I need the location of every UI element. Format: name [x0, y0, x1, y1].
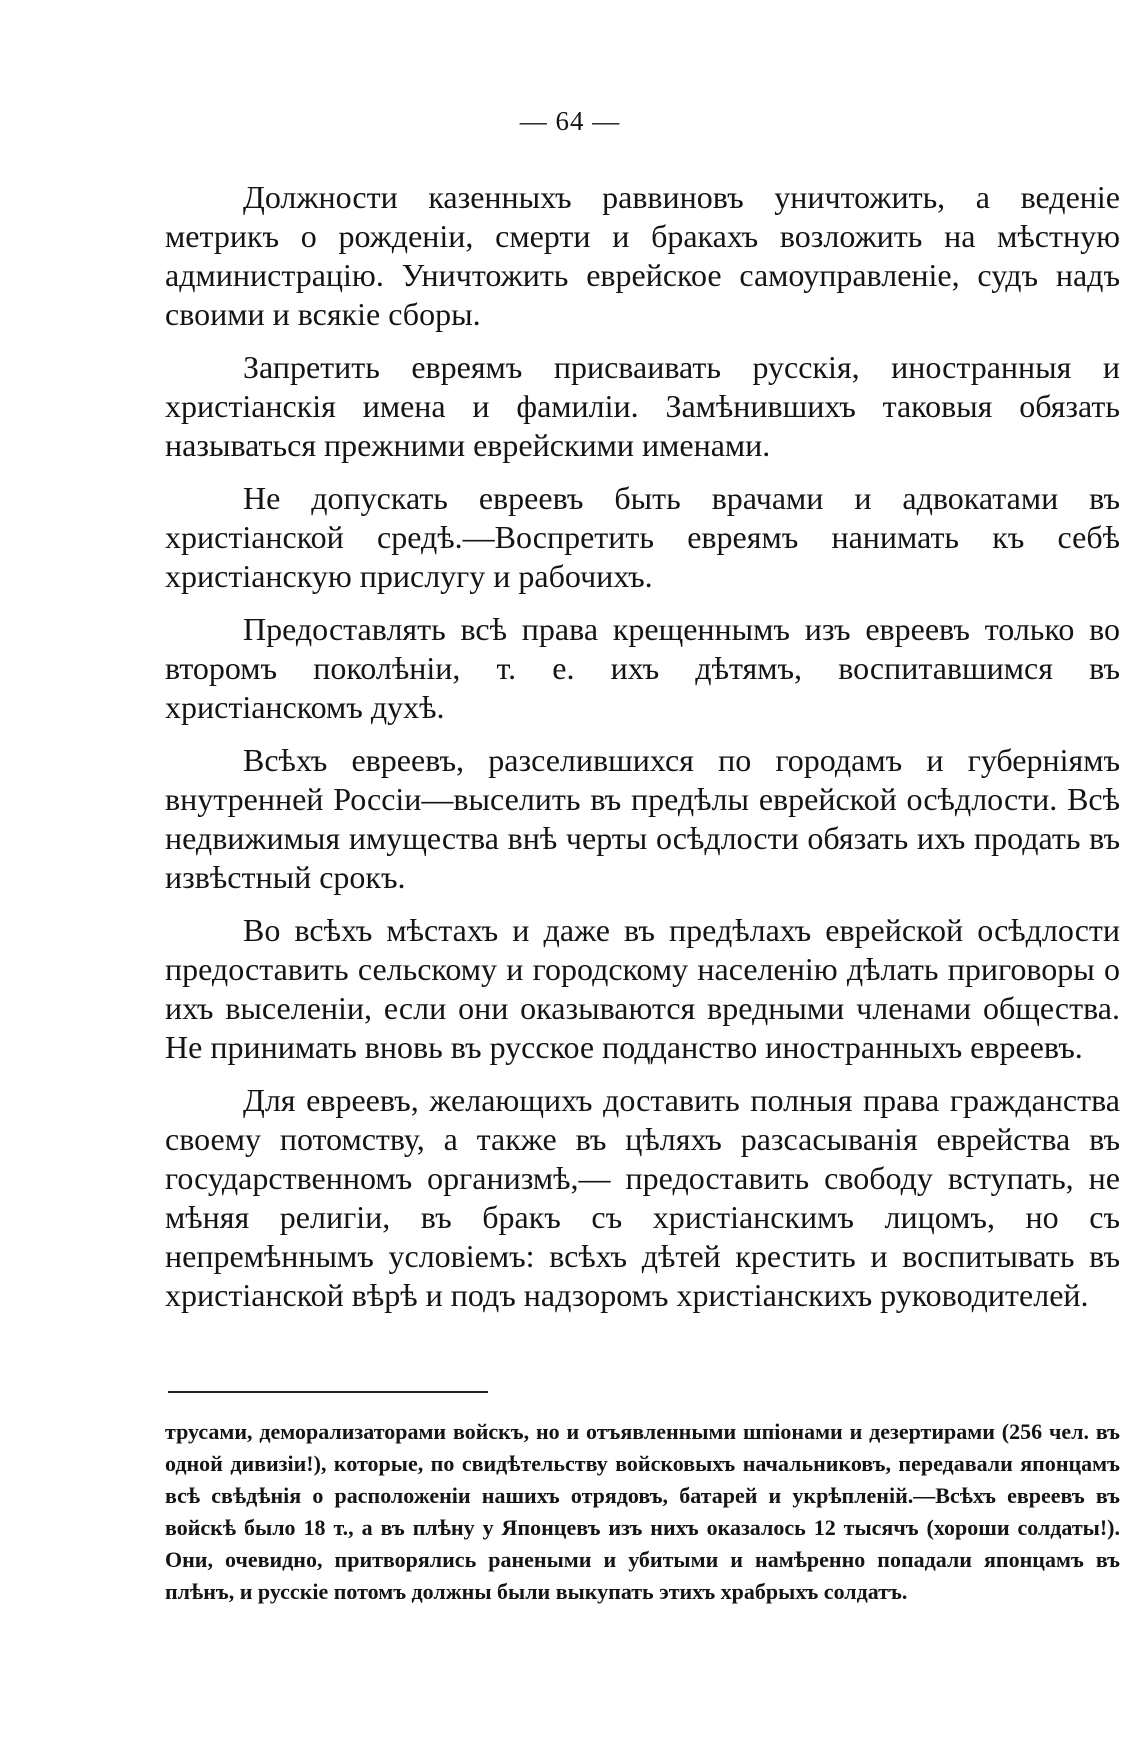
paragraph: Во всѣхъ мѣстахъ и даже въ предѣлахъ еврейской осѣдлости предоставить сельскому и городскому населенію дѣлать приговоры о ихъ выселеніи, если они оказываются вредными членами общества. Не принимать вновь въ русское подданство иностранныхъ евреевъ.	[165, 912, 1120, 1065]
paragraph: Для евреевъ, желающихъ доставить полныя права гражданства своему потомству, а также въ цѣляхъ разсасыванія еврейства въ государственномъ организмѣ,— предоставить свободу вступать, не мѣняя религіи, въ бракъ съ христіанскимъ лицомъ, но съ непремѣннымъ условіемъ: всѣхъ дѣтей крестить и воспитывать въ христіанской вѣрѣ и подъ надзоромъ христіанскихъ руководителей.	[165, 1082, 1120, 1313]
paragraph: Всѣхъ евреевъ, разселившихся по городамъ и губерніямъ внутренней Россіи—выселить въ предѣлы еврейской осѣдлости. Всѣ недвижимыя имущества внѣ черты осѣдлости обязать ихъ продать въ извѣстный срокъ.	[165, 742, 1120, 895]
paragraph: Не допускать евреевъ быть врачами и адвокатами въ христіанской средѣ.—Воспретить евреямъ нанимать къ себѣ христіанскую прислугу и рабочихъ.	[165, 480, 1120, 594]
main-text	[165, 178, 1120, 1329]
footnote: трусами, деморализаторами войскъ, но и отъявленными шпіонами и дезертирами (256 чел. въ одной дивизіи!), которые, по свидѣтельству войсковыхъ начальниковъ, передавали японцамъ всѣ свѣдѣнія о расположеніи нашихъ отрядовъ, батарей и укрѣпленій.—Всѣхъ евреевъ въ войскѣ было 18 т., а въ плѣну у Японцевъ изъ нихъ оказалось 12 тысячъ (хороши солдаты!). Они, очевидно, притворялись ранеными и убитыми и намѣренно попадали японцамъ въ плѣнъ, и русскіе потомъ должны были выкупать этихъ храбрыхъ солдатъ.	[165, 1419, 1120, 1604]
paragraph: Должности казенныхъ раввиновъ уничтожить, а веденіе метрикъ о рожденіи, смерти и бракахъ возложить на мѣстную администрацію. Уничтожить еврейское самоуправленіе, судъ надъ своими и всякіе сборы.	[165, 179, 1120, 332]
paragraph: Предоставлять всѣ права крещеннымъ изъ евреевъ только во второмъ поколѣніи, т. е. ихъ дѣтямъ, воспитавшимся въ христіанскомъ духѣ.	[165, 611, 1120, 725]
footnote-divider	[168, 1391, 488, 1393]
page-number: — 64 —	[519, 106, 621, 136]
paragraph: Запретить евреямъ присваивать русскія, иностранныя и христіанскія имена и фамиліи. Замѣнившихъ таковыя обязать называться прежними еврейскими именами.	[165, 349, 1120, 463]
